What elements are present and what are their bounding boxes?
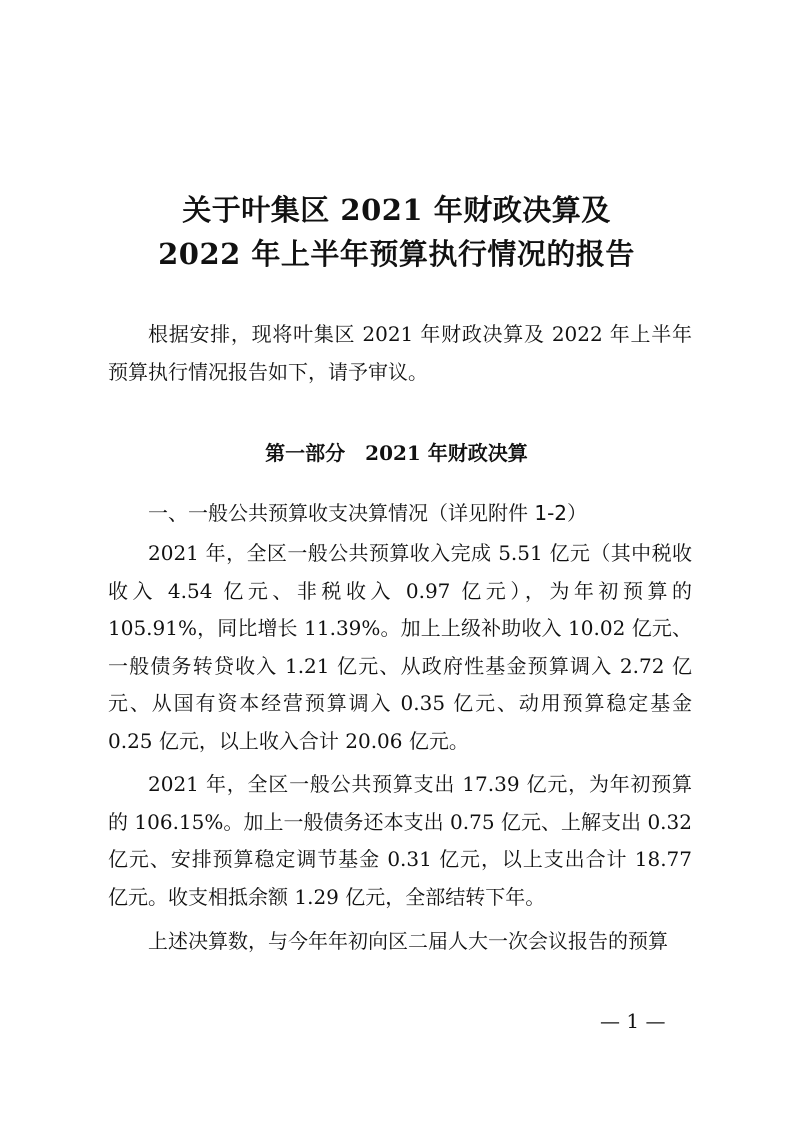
intro-paragraph: 根据安排，现将叶集区 2021 年财政决算及 2022 年上半年预算执行情况报告如下，请予审议。 [108,322,692,384]
expenditure-paragraph: 2021 年，全区一般公共预算支出 17.39 亿元，为年初预算的 106.15%。加上一般债务还本支出 0.75 亿元、上解支出 0.32 亿元、安排预算稳定调节基金 0.31 亿元，以上支出合计 18.77 亿元。收支相抵余额 1.29 亿元，全部结转下年。 [108,772,692,909]
report-title-line-2: 2022 年上半年预算执行情况的报告 [158,237,635,271]
final-accounts-paragraph: 上述决算数，与今年年初向区二届人大一次会议报告的预算 [148,929,668,953]
revenue-paragraph: 2021 年，全区一般公共预算收入完成 5.51 亿元（其中税收收入 4.54 亿元、非税收入 0.97 亿元），为年初预算的 105.91%，同比增长 11.39%。加上上级补助收入 10.02 亿元、一般债务转贷收入 1.21 亿元、从政府性基金预算调入 2.72 亿元、从国有资本经营预算调入 0.35 亿元、动用预算稳定基金 0.25 亿元，以上收入合计 20.06 亿元。 [108,541,692,753]
part-one-title: 第一部分 2021 年财政决算 [265,441,528,465]
report-title-line-1: 关于叶集区 2021 年财政决算及 [182,193,611,227]
section-one-heading: 一、一般公共预算收支决算情况（详见附件 1-2） [148,501,588,525]
page-number: — 1 — [600,1009,666,1033]
